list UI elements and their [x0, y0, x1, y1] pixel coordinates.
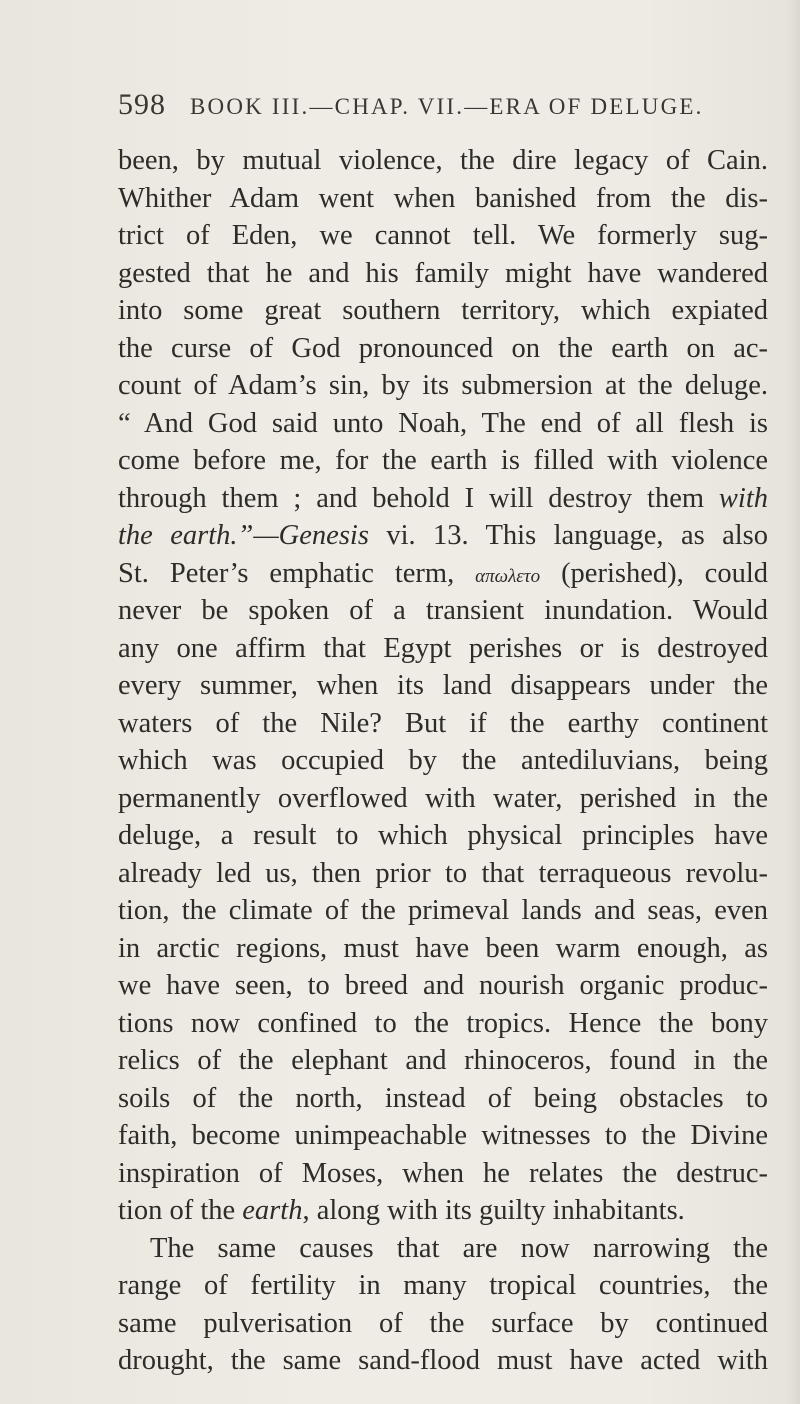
page-edge-shadow [786, 0, 800, 1404]
greek-word: απωλετο [475, 565, 541, 587]
italic-word: earth [242, 1195, 303, 1226]
text-line: relics of the elephant and rhinoceros, found in the [118, 1045, 768, 1076]
text-line: come before me, for the earth is filled with violence [118, 445, 768, 476]
text-line: gested that he and his family might have wandered [118, 257, 768, 289]
text-line: every summer, when its land disappears under the [118, 670, 768, 701]
italic-word: with [718, 482, 768, 514]
text-line: range of fertility in many tropical countries, the [118, 1270, 768, 1301]
text-line: through them ; and behold I will destroy them with [118, 482, 768, 514]
text-line: the curse of God pronounced on the earth on ac- [118, 332, 768, 364]
text-line: inspiration of Moses, when he relates the destruc- [118, 1157, 768, 1189]
text-line: faith, become unimpeachable witnesses to the Divine [118, 1120, 768, 1151]
text-line: any one affirm that Egypt perishes or is destroyed [118, 632, 768, 664]
text-line: drought, the same sand-flood must have acted with [118, 1345, 768, 1376]
text-line: which was occupied by the antediluvians, being [118, 745, 768, 776]
body-text [118, 142, 768, 1380]
page-number: 598 [118, 88, 166, 121]
text-line: The same causes that are now narrowing the [150, 1232, 768, 1264]
text-line: St. Peter’s emphatic term, απωλετο (perished), could [118, 557, 768, 589]
text-line: permanently overflowed with water, perished in the [118, 782, 768, 814]
text-line: the earth.”—Genesis vi. 13. This language, as also [118, 520, 768, 551]
text-line: tion of the earth, along with its guilty inhabitants. [118, 1195, 685, 1226]
text-line: waters of the Nile? But if the earthy continent [118, 707, 768, 739]
italic-citation: the earth.”—Genesis [118, 520, 369, 551]
text-line: into some great southern territory, which expiated [118, 295, 768, 326]
text-line: Whither Adam went when banished from the dis- [118, 182, 768, 214]
running-head: BOOK III.—CHAP. VII.—ERA OF DELUGE. [190, 94, 704, 119]
text-line: in arctic regions, must have been warm enough, as [118, 932, 768, 964]
page-header [118, 88, 758, 128]
text-line: been, by mutual violence, the dire legacy of Cain. [118, 145, 768, 176]
text-line: soils of the north, instead of being obstacles to [118, 1082, 768, 1114]
text-line: never be spoken of a transient inundation. Would [118, 595, 768, 626]
text-line: count of Adam’s sin, by its submersion at the deluge. [118, 370, 768, 401]
text-line: “ And God said unto Noah, The end of all flesh is [118, 407, 768, 439]
text-line: trict of Eden, we cannot tell. We formerly sug- [118, 220, 768, 251]
text-line: tion, the climate of the primeval lands and seas, even [118, 895, 768, 926]
text-line: same pulverisation of the surface by continued [118, 1307, 768, 1339]
text-line: deluge, a result to which physical principles have [118, 820, 768, 851]
text-line: already led us, then prior to that terraqueous revolu- [118, 857, 768, 889]
text-line: we have seen, to breed and nourish organic produc- [118, 970, 768, 1001]
text-line: tions now confined to the tropics. Hence the bony [118, 1007, 768, 1039]
